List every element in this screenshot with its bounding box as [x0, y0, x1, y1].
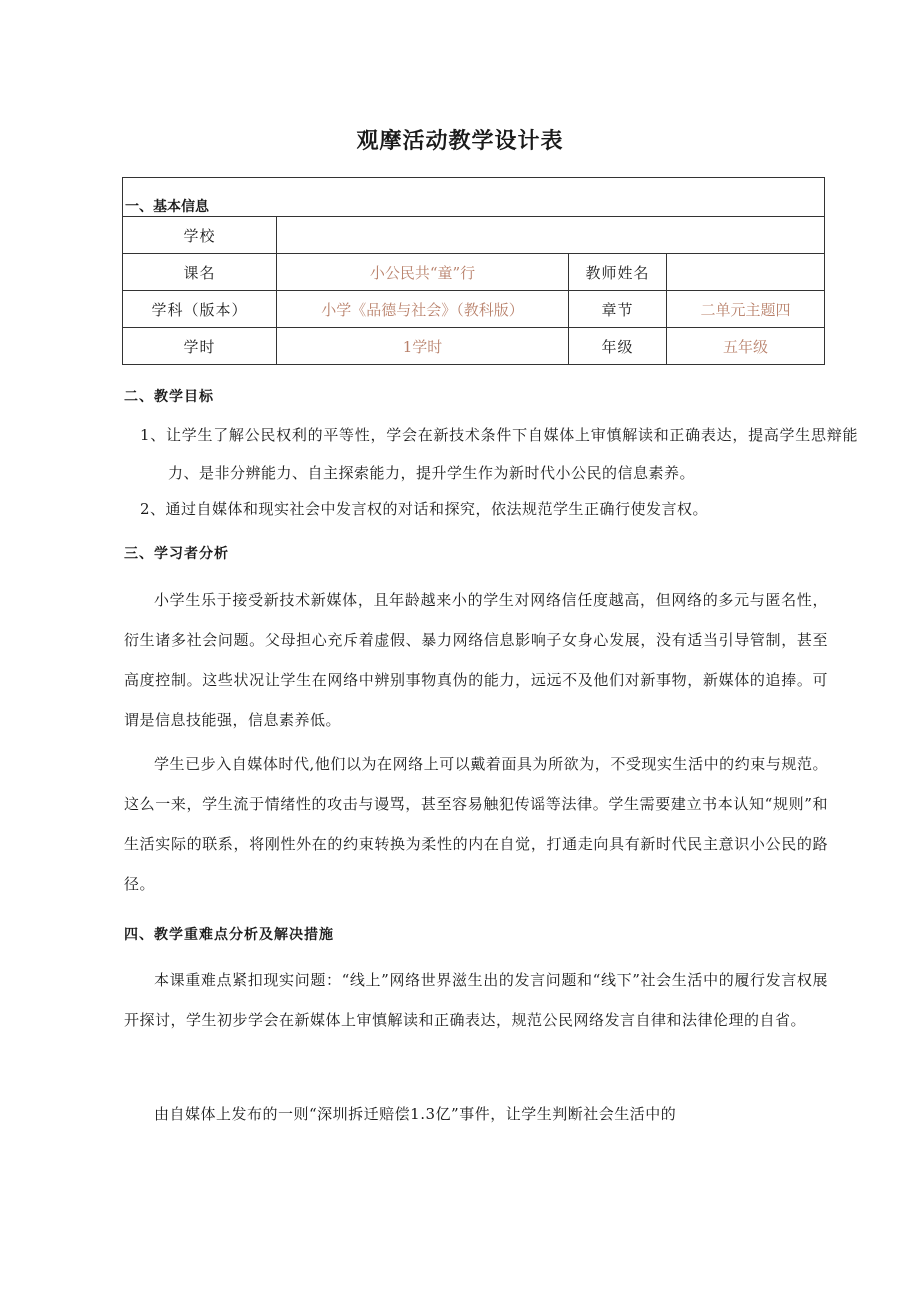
teacher-label: 教师姓名 [569, 254, 667, 291]
table-row [123, 217, 825, 254]
key-difficulties-paragraph-2: 由自媒体上发布的一则“深圳拆迁赔偿1.3亿”事件，让学生判断社会生活中的 [154, 1105, 677, 1123]
course-label: 课名 [123, 254, 277, 291]
section-heading-basic-info: 一、基本信息 [123, 178, 825, 217]
course-value: 小公民共“童”行 [277, 254, 569, 291]
basic-info-table [122, 177, 825, 365]
table-row [123, 291, 825, 328]
grade-label: 年级 [569, 328, 667, 365]
subject-value: 小学《品德与社会》（教科版） [277, 291, 569, 328]
learner-analysis-paragraph-2: 学生已步入自媒体时代,他们以为在网络上可以戴着面具为所欲为，不受现实生活中的约束与规范。这么一来，学生流于情绪性的攻击与谩骂，甚至容易触犯传谣等法律。学生需要建立书本认知“规则”和生活实际的联系，将刚性外在的约束转换为柔性的内在自觉，打通走向具有新时代民主意识小公民的路径。 [124, 755, 828, 893]
section-heading-teaching-goals: 二、教学目标 [124, 389, 214, 405]
school-label: 学校 [123, 217, 277, 254]
hours-label: 学时 [123, 328, 277, 365]
subject-label: 学科（版本） [123, 291, 277, 328]
page-title: 观摩活动教学设计表 [356, 129, 564, 154]
section-heading-key-difficulties: 四、教学重难点分析及解决措施 [124, 927, 334, 943]
teacher-value [667, 254, 825, 291]
table-row [123, 328, 825, 365]
key-difficulties-paragraph-1: 本课重难点紧扣现实问题：“线上”网络世界滋生出的发言问题和“线下”社会生活中的履行发言权展开探讨，学生初步学会在新媒体上审慎解读和正确表达，规范公民网络发言自律和法律伦理的自省。 [124, 971, 828, 1029]
table-row [123, 178, 825, 217]
goal-item-1: 1、让学生了解公民权利的平等性，学会在新技术条件下自媒体上审慎解读和正确表达，提高学生思辩能力、是非分辨能力、自主探索能力，提升学生作为新时代小公民的信息素养。 [140, 426, 858, 482]
learner-analysis-paragraph-1: 小学生乐于接受新技术新媒体，且年龄越来小的学生对网络信任度越高，但网络的多元与匿名性，衍生诸多社会问题。父母担心充斥着虚假、暴力网络信息影响子女身心发展，没有适当引导管制，甚至高度控制。这些状况让学生在网络中辨别事物真伪的能力，远远不及他们对新事物，新媒体的追捧。可谓是信息技能强，信息素养低。 [124, 591, 828, 729]
grade-value: 五年级 [667, 328, 825, 365]
school-value [277, 217, 825, 254]
chapter-value: 二单元主题四 [667, 291, 825, 328]
goal-item-2: 2、通过自媒体和现实社会中发言权的对话和探究，依法规范学生正确行使发言权。 [140, 500, 709, 518]
chapter-label: 章节 [569, 291, 667, 328]
hours-value: 1学时 [277, 328, 569, 365]
section-heading-learner-analysis: 三、学习者分析 [124, 546, 229, 562]
table-row [123, 254, 825, 291]
